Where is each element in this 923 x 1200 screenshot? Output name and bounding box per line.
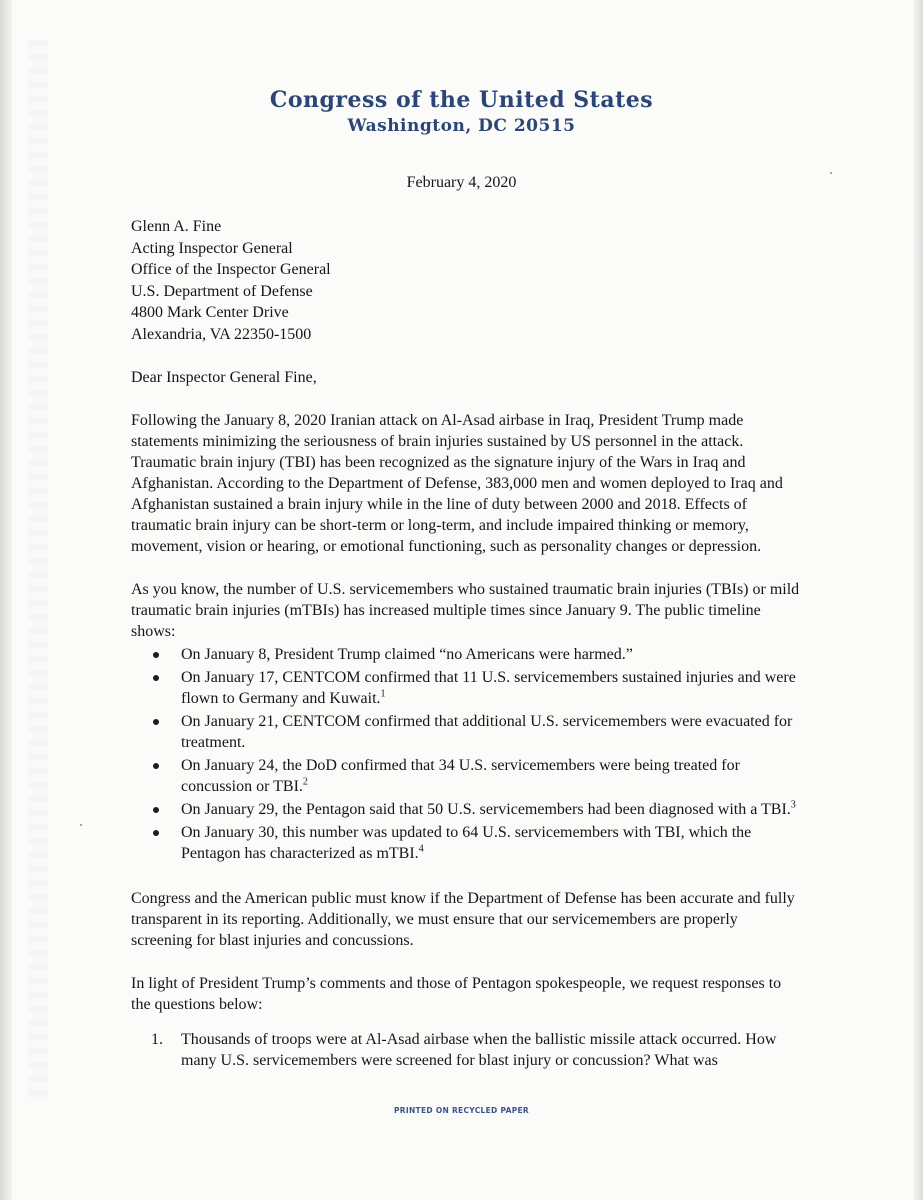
timeline-list [131,644,801,864]
letter-body [131,216,801,1071]
timeline-item-text: On January 24, the DoD confirmed that 34 U.S. servicemembers were being treated for concussion or TBI. [181,757,740,795]
letterhead-title: Congress of the United States [269,87,654,113]
scan-speck [80,824,82,826]
bullet-icon [153,807,159,813]
question-text: Thousands of troops were at Al-Asad airbase when the ballistic missile attack occurred. How many U.S. servicemembers were screened for blast injury or concussion? What was [181,1031,777,1069]
recipient-line: 4800 Mark Center Drive [131,304,289,321]
letterhead-address: Washington, DC 20515 [347,116,576,136]
paragraph-timeline-intro: As you know, the number of U.S. servicemembers who sustained traumatic brain injuries (TBIs) or mild traumatic brain injuries (mTBIs) has increased multiple times since January 9. The public timeline shows: [131,581,800,640]
recipient-address [131,216,801,345]
bullet-icon [153,830,159,836]
timeline-item [131,799,801,820]
salutation: Dear Inspector General Fine, [131,369,317,386]
timeline-item-text: On January 29, the Pentagon said that 50 U.S. servicemembers had been diagnosed with a TBI. [181,801,791,818]
recipient-line: Alexandria, VA 22350-1500 [131,325,312,343]
paragraph-intro: Following the January 8, 2020 Iranian attack on Al-Asad airbase in Iraq, President Trump made statements minimizing the seriousness of brain injuries sustained by US personnel in the attack. Traumatic brain injury (TBI) has been recognized as the signature injury of the Wars in Iraq and Afghanistan. According to the Department of Defense, 383,000 men and women deployed to Iraq and Afghanistan sustained a brain injury while in the line of duty between 2000 and 2018. Effects of traumatic brain injury can be short-term or long-term, and include impaired thinking or memory, movement, vision or hearing, or emotional functioning, such as personality changes or depression. [131,412,783,555]
bullet-icon [153,675,159,681]
timeline-item [131,644,801,665]
bullet-icon [153,719,159,725]
timeline-item [131,667,801,709]
timeline-item [131,755,801,797]
footnote-marker: 1 [380,688,386,700]
footnote-marker: 2 [302,776,308,788]
timeline-item-text: On January 17, CENTCOM confirmed that 11 U.S. servicemembers sustained injuries and were flown to Germany and Kuwait. [181,669,796,707]
timeline-item-text: On January 21, CENTCOM confirmed that additional U.S. servicemembers were evacuated for treatment. [181,713,793,751]
recipient-line: U.S. Department of Defense [131,282,313,300]
paragraph-transparency: Congress and the American public must know if the Department of Defense has been accurate and fully transparent in its reporting. Additionally, we must ensure that our servicemembers are properly screening for blast injuries and concussions. [131,890,795,949]
recipient-line: Office of the Inspector General [131,261,331,278]
bullet-icon [153,652,159,658]
question-item [131,1029,801,1071]
letterhead [0,86,923,138]
question-number: 1. [151,1031,163,1048]
bullet-icon [153,763,159,769]
recipient-line: Acting Inspector General [131,239,293,257]
timeline-item-text: On January 30, this number was updated to 64 U.S. servicemembers with TBI, which the Pentagon has characterized as mTBI. [181,824,752,862]
scan-bleed-through [28,40,48,1100]
recipient-line: Glenn A. Fine [131,218,222,235]
timeline-item [131,822,801,864]
footnote-marker: 4 [418,843,424,855]
questions-list [131,1029,801,1071]
letter-date: February 4, 2020 [406,174,517,191]
recycled-paper-footer: PRINTED ON RECYCLED PAPER [394,1106,529,1115]
timeline-item [131,711,801,753]
timeline-item-text: On January 8, President Trump claimed “no Americans were harmed.” [181,646,633,663]
paragraph-request: In light of President Trump’s comments and those of Pentagon spokespeople, we request responses to the questions below: [131,975,782,1013]
footnote-marker: 3 [790,799,796,811]
